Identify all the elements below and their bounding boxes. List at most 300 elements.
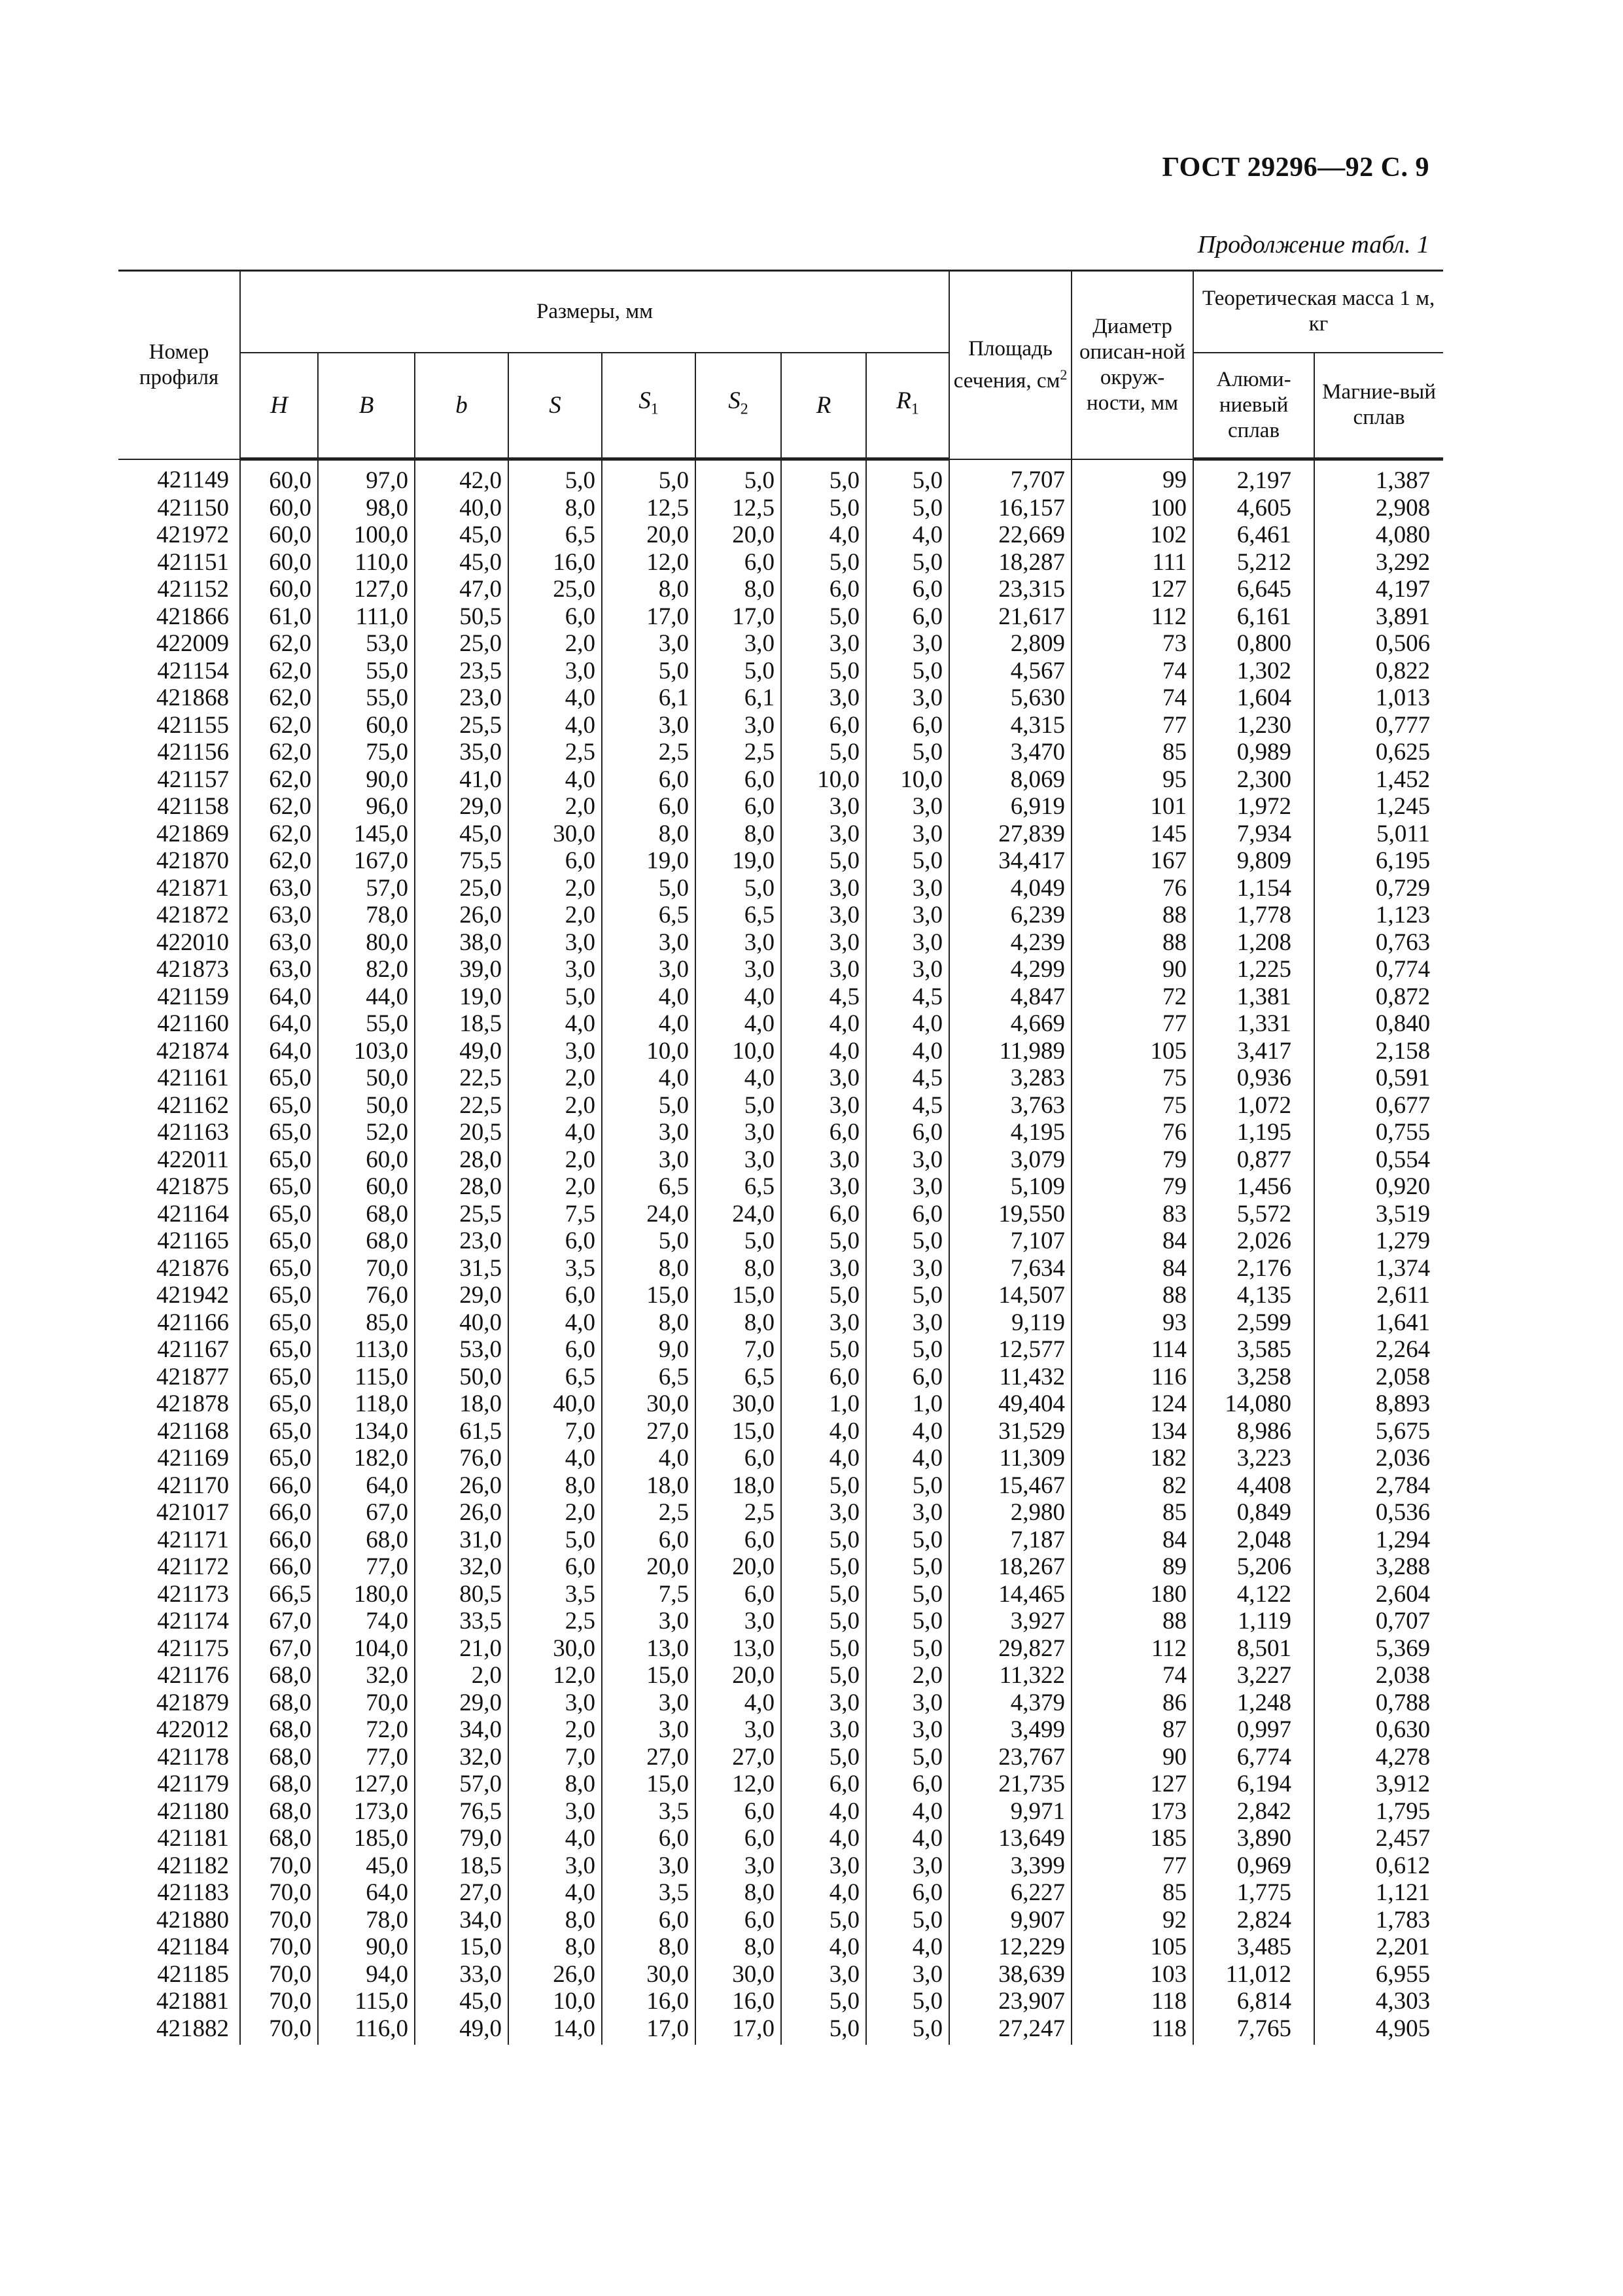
table-cell: 421875 [118, 1173, 240, 1201]
table-cell: 79 [1072, 1146, 1193, 1174]
table-cell: 6,0 [695, 1445, 781, 1472]
table-cell: 65,0 [240, 1146, 318, 1174]
table-cell: 5,0 [602, 459, 695, 495]
table-cell: 6,227 [949, 1879, 1072, 1907]
table-cell: 5,0 [781, 1744, 866, 1771]
table-cell: 3,0 [695, 1716, 781, 1744]
table-cell: 421183 [118, 1879, 240, 1907]
table-cell: 21,735 [949, 1771, 1072, 1798]
table-cell: 75 [1072, 1065, 1193, 1092]
table-cell: 4,0 [602, 1065, 695, 1092]
table-cell: 28,0 [415, 1146, 508, 1174]
table-cell: 421154 [118, 658, 240, 685]
table-cell: 5,0 [602, 875, 695, 902]
table-cell: 18,287 [949, 549, 1072, 576]
table-row [118, 1390, 1443, 1418]
table-cell: 9,809 [1193, 847, 1314, 875]
table-cell: 55,0 [318, 1010, 415, 1038]
table-cell: 26,0 [415, 1499, 508, 1527]
table-cell: 40,0 [415, 495, 508, 522]
table-row [118, 1282, 1443, 1309]
table-cell: 68,0 [318, 1527, 415, 1554]
table-cell: 23,0 [415, 684, 508, 712]
table-cell: 60,0 [240, 495, 318, 522]
table-cell: 1,604 [1193, 684, 1314, 712]
table-cell: 0,872 [1314, 983, 1443, 1011]
table-cell: 8,069 [949, 766, 1072, 794]
table-cell: 94,0 [318, 1961, 415, 1988]
table-cell: 3,0 [508, 1852, 602, 1880]
table-cell: 4,408 [1193, 1472, 1314, 1500]
table-cell: 64,0 [240, 983, 318, 1011]
table-cell: 3,0 [602, 630, 695, 658]
table-cell: 2,0 [508, 1173, 602, 1201]
table-cell: 38,0 [415, 929, 508, 957]
table-cell: 2,809 [949, 630, 1072, 658]
table-row [118, 1255, 1443, 1282]
table-cell: 6,0 [695, 1798, 781, 1826]
table-cell: 3,0 [866, 1852, 949, 1880]
table-row [118, 1879, 1443, 1907]
table-row [118, 1961, 1443, 1988]
table-cell: 6,0 [508, 1227, 602, 1255]
table-cell: 8,0 [508, 1771, 602, 1798]
table-cell: 33,0 [415, 1961, 508, 1988]
table-cell: 4,0 [508, 1309, 602, 1337]
table-cell: 31,5 [415, 1255, 508, 1282]
table-cell: 5,0 [866, 2015, 949, 2045]
table-cell: 112 [1072, 1635, 1193, 1663]
table-cell: 145,0 [318, 821, 415, 848]
table-cell: 5,0 [866, 658, 949, 685]
table-cell: 84 [1072, 1527, 1193, 1554]
table-cell: 12,5 [695, 495, 781, 522]
table-cell: 421175 [118, 1635, 240, 1663]
table-cell: 5,0 [781, 847, 866, 875]
table-cell: 67,0 [240, 1635, 318, 1663]
table-cell: 9,971 [949, 1798, 1072, 1826]
table-cell: 5,0 [781, 1336, 866, 1364]
table-cell: 39,0 [415, 956, 508, 983]
table-cell: 118 [1072, 1988, 1193, 2015]
table-cell: 5,0 [781, 1553, 866, 1581]
table-cell: 3,519 [1314, 1201, 1443, 1228]
table-row [118, 1689, 1443, 1717]
table-cell: 4,0 [508, 1879, 602, 1907]
table-cell: 6,0 [695, 1527, 781, 1554]
table-cell: 3,0 [602, 1608, 695, 1635]
table-cell: 76,0 [318, 1282, 415, 1309]
table-cell: 6,5 [602, 1364, 695, 1391]
table-cell: 421149 [118, 459, 240, 495]
table-cell: 0,800 [1193, 630, 1314, 658]
table-cell: 421152 [118, 576, 240, 603]
table-cell: 4,303 [1314, 1988, 1443, 2015]
table-cell: 4,197 [1314, 576, 1443, 603]
table-cell: 8,501 [1193, 1635, 1314, 1663]
table-cell: 77 [1072, 712, 1193, 739]
table-cell: 3,258 [1193, 1364, 1314, 1391]
table-cell: 11,322 [949, 1662, 1072, 1689]
table-cell: 5,0 [781, 1472, 866, 1500]
table-cell: 127 [1072, 1771, 1193, 1798]
table-cell: 3,0 [866, 1255, 949, 1282]
table-cell: 421873 [118, 956, 240, 983]
table-cell: 3,891 [1314, 603, 1443, 631]
table-row [118, 929, 1443, 957]
table-cell: 87 [1072, 1716, 1193, 1744]
table-cell: 3,0 [695, 929, 781, 957]
table-row [118, 1581, 1443, 1608]
table-cell: 1,452 [1314, 766, 1443, 794]
table-cell: 65,0 [240, 1445, 318, 1472]
table-cell: 66,0 [240, 1553, 318, 1581]
table-cell: 8,0 [508, 1472, 602, 1500]
table-cell: 6,0 [602, 1907, 695, 1934]
table-cell: 50,5 [415, 603, 508, 631]
table-cell: 4,905 [1314, 2015, 1443, 2045]
table-row [118, 1227, 1443, 1255]
table-cell: 68,0 [318, 1201, 415, 1228]
table-cell: 31,529 [949, 1418, 1072, 1445]
table-cell: 101 [1072, 793, 1193, 821]
table-cell: 7,0 [508, 1744, 602, 1771]
table-cell: 5,0 [695, 658, 781, 685]
table-row [118, 1418, 1443, 1445]
table-cell: 62,0 [240, 739, 318, 766]
table-cell: 72 [1072, 983, 1193, 1011]
table-cell: 62,0 [240, 658, 318, 685]
table-cell: 67,0 [240, 1608, 318, 1635]
table-cell: 17,0 [602, 603, 695, 631]
table-cell: 421172 [118, 1553, 240, 1581]
col-section-area: Площадь сечения, $см^2$ [949, 271, 1072, 459]
table-cell: 11,012 [1193, 1961, 1314, 1988]
table-row [118, 1662, 1443, 1689]
table-cell: 15,0 [695, 1282, 781, 1309]
table-cell: 82 [1072, 1472, 1193, 1500]
table-cell: 15,0 [602, 1771, 695, 1798]
table-cell: 3,0 [508, 929, 602, 957]
table-cell: 104,0 [318, 1635, 415, 1663]
table-cell: 64,0 [318, 1472, 415, 1500]
table-row [118, 875, 1443, 902]
table-cell: 4,0 [602, 1010, 695, 1038]
table-cell: 3,0 [695, 630, 781, 658]
table-cell: 421169 [118, 1445, 240, 1472]
table-cell: 66,5 [240, 1581, 318, 1608]
table-cell: 19,0 [602, 847, 695, 875]
table-cell: 3,0 [602, 1146, 695, 1174]
table-cell: 0,591 [1314, 1065, 1443, 1092]
table-cell: 61,0 [240, 603, 318, 631]
table-cell: 95 [1072, 766, 1193, 794]
table-cell: 421159 [118, 983, 240, 1011]
table-cell: 2,038 [1314, 1662, 1443, 1689]
table-cell: 3,0 [508, 1798, 602, 1826]
table-cell: 67,0 [318, 1499, 415, 1527]
table-cell: 1,225 [1193, 956, 1314, 983]
table-cell: 1,331 [1193, 1010, 1314, 1038]
table-cell: 8,0 [602, 1309, 695, 1337]
table-cell: 2,201 [1314, 1934, 1443, 1961]
table-cell: 5,0 [866, 1227, 949, 1255]
table-cell: 40,0 [508, 1390, 602, 1418]
table-cell: 66,0 [240, 1472, 318, 1500]
table-cell: 86 [1072, 1689, 1193, 1717]
table-cell: 3,0 [866, 956, 949, 983]
table-cell: 112 [1072, 603, 1193, 631]
table-cell: 4,0 [602, 983, 695, 1011]
table-cell: 70,0 [240, 1934, 318, 1961]
table-cell: 118,0 [318, 1390, 415, 1418]
table-cell: 4,0 [781, 1798, 866, 1826]
table-cell: 11,432 [949, 1364, 1072, 1391]
profiles-table [118, 270, 1443, 2045]
table-cell: 3,0 [781, 1255, 866, 1282]
table-cell: 6,0 [602, 1527, 695, 1554]
table-cell: 3,0 [602, 956, 695, 983]
table-cell: 57,0 [415, 1771, 508, 1798]
table-cell: 9,119 [949, 1309, 1072, 1337]
table-cell: 12,0 [602, 549, 695, 576]
table-cell: 8,0 [602, 1255, 695, 1282]
table-cell: 3,927 [949, 1608, 1072, 1635]
table-cell: 0,536 [1314, 1499, 1443, 1527]
table-cell: 5,0 [781, 1527, 866, 1554]
table-cell: 2,0 [415, 1662, 508, 1689]
table-cell: 4,669 [949, 1010, 1072, 1038]
table-cell: 62,0 [240, 766, 318, 794]
table-cell: 3,0 [866, 793, 949, 821]
table-cell: 3,0 [602, 712, 695, 739]
table-cell: 6,0 [866, 1879, 949, 1907]
table-cell: 6,0 [695, 549, 781, 576]
table-cell: 29,0 [415, 1689, 508, 1717]
table-cell: 4,135 [1193, 1282, 1314, 1309]
table-cell: 421874 [118, 1038, 240, 1065]
col-magnesium-alloy: Магние-вый сплав [1314, 353, 1443, 459]
table-cell: 3,0 [866, 875, 949, 902]
table-cell: 5,572 [1193, 1201, 1314, 1228]
table-cell: 85 [1072, 1879, 1193, 1907]
table-cell: 3,0 [866, 1173, 949, 1201]
col-R: R [781, 353, 866, 459]
table-cell: 65,0 [240, 1255, 318, 1282]
table-cell: 2,0 [508, 1499, 602, 1527]
table-cell: 4,0 [695, 1689, 781, 1717]
table-cell: 1,230 [1193, 712, 1314, 739]
table-cell: 6,0 [695, 1581, 781, 1608]
table-cell: 421156 [118, 739, 240, 766]
table-cell: 30,0 [508, 821, 602, 848]
table-cell: 3,0 [695, 1146, 781, 1174]
table-cell: 421878 [118, 1390, 240, 1418]
table-cell: 5,0 [602, 658, 695, 685]
table-row [118, 1472, 1443, 1500]
table-cell: 1,072 [1193, 1092, 1314, 1120]
table-cell: 33,5 [415, 1608, 508, 1635]
table-cell: 421173 [118, 1581, 240, 1608]
table-cell: 3,0 [866, 684, 949, 712]
table-cell: 421157 [118, 766, 240, 794]
table-row [118, 684, 1443, 712]
table-cell: 2,842 [1193, 1798, 1314, 1826]
table-cell: 70,0 [240, 1961, 318, 1988]
table-cell: 0,788 [1314, 1689, 1443, 1717]
table-row [118, 1119, 1443, 1146]
table-cell: 173,0 [318, 1798, 415, 1826]
table-cell: 3,0 [866, 1309, 949, 1337]
table-cell: 0,840 [1314, 1010, 1443, 1038]
table-cell: 2,784 [1314, 1472, 1443, 1500]
col-R1: $R_1$ [866, 353, 949, 459]
table-cell: 2,908 [1314, 495, 1443, 522]
table-cell: 4,0 [781, 521, 866, 549]
table-cell: 8,0 [602, 1934, 695, 1961]
table-cell: 4,0 [866, 521, 949, 549]
table-cell: 55,0 [318, 658, 415, 685]
table-cell: 6,0 [866, 1119, 949, 1146]
table-cell: 25,5 [415, 1201, 508, 1228]
table-cell: 19,0 [415, 983, 508, 1011]
table-cell: 6,0 [695, 1825, 781, 1852]
table-row [118, 2015, 1443, 2045]
table-cell: 4,122 [1193, 1581, 1314, 1608]
table-cell: 105 [1072, 1934, 1193, 1961]
table-cell: 5,369 [1314, 1635, 1443, 1663]
table-cell: 5,0 [695, 875, 781, 902]
table-cell: 63,0 [240, 956, 318, 983]
table-cell: 3,0 [781, 1092, 866, 1120]
table-cell: 3,417 [1193, 1038, 1314, 1065]
table-cell: 4,0 [508, 712, 602, 739]
table-cell: 6,5 [695, 902, 781, 929]
table-cell: 5,0 [781, 2015, 866, 2045]
table-row [118, 983, 1443, 1011]
table-cell: 103 [1072, 1961, 1193, 1988]
table-cell: 3,0 [781, 793, 866, 821]
table-cell: 4,049 [949, 875, 1072, 902]
table-cell: 1,778 [1193, 902, 1314, 929]
table-cell: 421881 [118, 1988, 240, 2015]
table-cell: 10,0 [508, 1988, 602, 2015]
table-cell: 4,0 [508, 684, 602, 712]
table-cell: 23,0 [415, 1227, 508, 1255]
table-cell: 3,485 [1193, 1934, 1314, 1961]
table-cell: 14,0 [508, 2015, 602, 2045]
table-cell: 3,0 [508, 956, 602, 983]
table-cell: 12,577 [949, 1336, 1072, 1364]
table-cell: 18,0 [695, 1472, 781, 1500]
table-cell: 4,0 [866, 1825, 949, 1852]
table-cell: 18,267 [949, 1553, 1072, 1581]
table-row [118, 521, 1443, 549]
table-cell: 1,121 [1314, 1879, 1443, 1907]
table-cell: 422010 [118, 929, 240, 957]
table-row [118, 847, 1443, 875]
table-cell: 2,158 [1314, 1038, 1443, 1065]
table-cell: 421178 [118, 1744, 240, 1771]
table-cell: 4,0 [781, 1418, 866, 1445]
table-cell: 5,109 [949, 1173, 1072, 1201]
table-cell: 421017 [118, 1499, 240, 1527]
table-cell: 65,0 [240, 1282, 318, 1309]
table-cell: 30,0 [508, 1635, 602, 1663]
table-cell: 50,0 [318, 1092, 415, 1120]
table-cell: 64,0 [240, 1010, 318, 1038]
table-row [118, 1336, 1443, 1364]
table-cell: 6,0 [866, 1771, 949, 1798]
table-row [118, 1553, 1443, 1581]
table-cell: 88 [1072, 929, 1193, 957]
table-cell: 2,5 [602, 739, 695, 766]
table-cell: 3,0 [781, 821, 866, 848]
table-row [118, 1635, 1443, 1663]
table-cell: 6,774 [1193, 1744, 1314, 1771]
table-cell: 8,0 [508, 1907, 602, 1934]
table-cell: 53,0 [415, 1336, 508, 1364]
table-cell: 2,036 [1314, 1445, 1443, 1472]
table-cell: 0,677 [1314, 1092, 1443, 1120]
table-cell: 421162 [118, 1092, 240, 1120]
table-cell: 6,0 [508, 847, 602, 875]
table-cell: 20,0 [602, 1553, 695, 1581]
table-cell: 88 [1072, 1608, 1193, 1635]
table-cell: 0,763 [1314, 929, 1443, 957]
table-cell: 32,0 [415, 1744, 508, 1771]
table-cell: 60,0 [240, 576, 318, 603]
table-cell: 88 [1072, 1282, 1193, 1309]
table-cell: 19,550 [949, 1201, 1072, 1228]
table-cell: 64,0 [318, 1879, 415, 1907]
table-cell: 73 [1072, 630, 1193, 658]
table-cell: 14,507 [949, 1282, 1072, 1309]
table-cell: 1,302 [1193, 658, 1314, 685]
table-row [118, 549, 1443, 576]
table-cell: 6,0 [695, 766, 781, 794]
table-cell: 2,5 [602, 1499, 695, 1527]
table-cell: 5,0 [866, 1744, 949, 1771]
table-cell: 4,379 [949, 1689, 1072, 1717]
table-cell: 2,264 [1314, 1336, 1443, 1364]
table-cell: 6,5 [695, 1364, 781, 1391]
table-cell: 30,0 [695, 1961, 781, 1988]
table-cell: 49,0 [415, 1038, 508, 1065]
table-cell: 5,0 [602, 1227, 695, 1255]
col-circle-diameter: Диаметр описан-ной окруж-ности, мм [1072, 271, 1193, 459]
table-cell: 50,0 [318, 1065, 415, 1092]
table-cell: 421871 [118, 875, 240, 902]
table-cell: 68,0 [240, 1744, 318, 1771]
table-cell: 3,890 [1193, 1825, 1314, 1852]
table-cell: 2,0 [508, 875, 602, 902]
table-cell: 2,604 [1314, 1581, 1443, 1608]
table-cell: 6,5 [602, 1173, 695, 1201]
table-cell: 90 [1072, 956, 1193, 983]
table-cell: 5,0 [695, 459, 781, 495]
table-cell: 82,0 [318, 956, 415, 983]
table-cell: 6,461 [1193, 521, 1314, 549]
table-cell: 3,0 [781, 630, 866, 658]
table-cell: 5,0 [866, 739, 949, 766]
table-cell: 7,0 [508, 1418, 602, 1445]
table-cell: 421877 [118, 1364, 240, 1391]
table-row [118, 603, 1443, 631]
table-cell: 3,0 [866, 1716, 949, 1744]
table-cell: 5,0 [866, 1581, 949, 1608]
table-cell: 5,0 [781, 495, 866, 522]
